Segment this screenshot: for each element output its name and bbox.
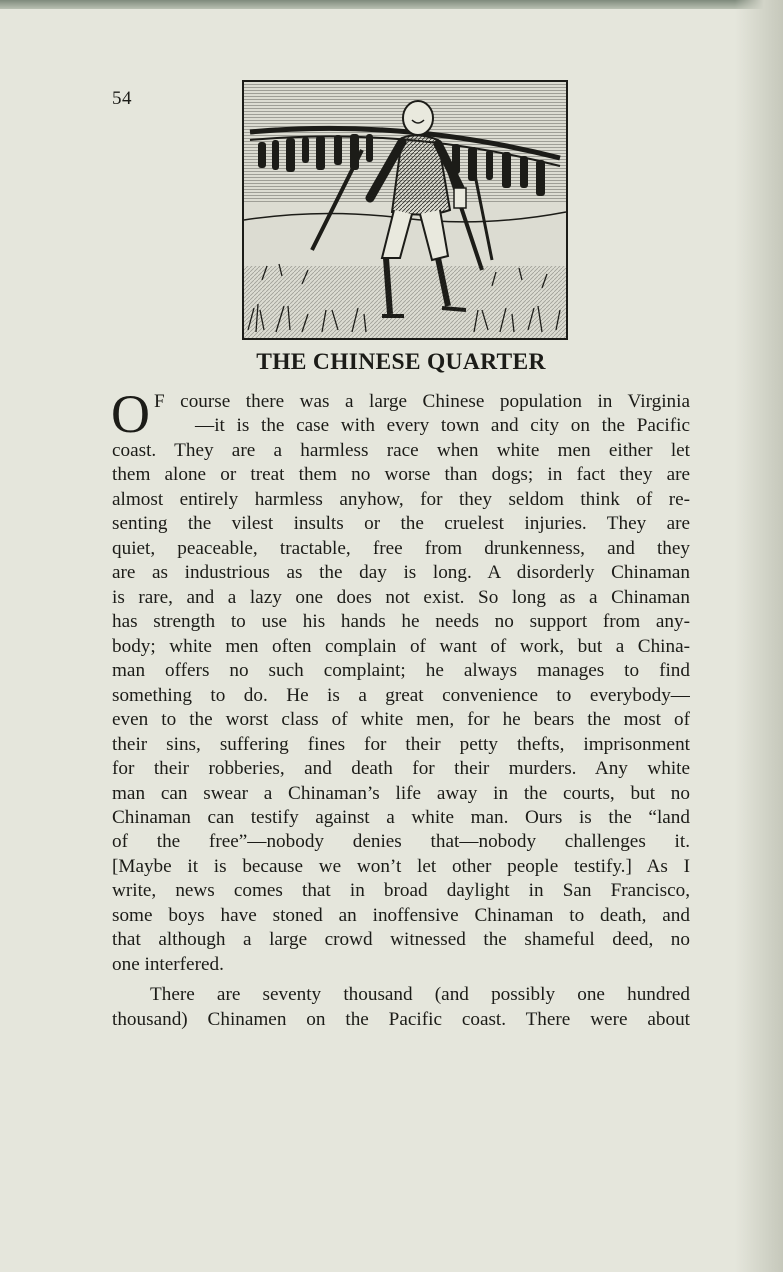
chapter-title: THE CHINESE QUARTER — [256, 349, 546, 375]
page-top-edge — [0, 0, 783, 9]
text-line: some boys have stoned an inoffensive Chinaman to death, and — [112, 904, 690, 926]
text-line: man offers no such complaint; he always manages to find — [112, 660, 690, 682]
text-line: F course there was a large Chinese population in Virginia — [154, 391, 690, 412]
page-number: 54 — [112, 88, 132, 109]
text-line: that although a large crowd witnessed the shameful deed, no — [112, 929, 690, 951]
page-gutter-shadow — [735, 0, 783, 1272]
text-line: There are seventy thousand (and possibly one hundred — [150, 984, 690, 1006]
drop-cap: O — [111, 384, 150, 444]
text-line: Chinaman can testify against a white man. Ours is the “land — [112, 806, 690, 828]
text-line: man can swear a Chinaman’s life away in the courts, but no — [112, 782, 690, 804]
text-line: almost entirely harmless anyhow, for they seldom think of re- — [112, 488, 690, 510]
text-line: has strength to use his hands he needs no support from any- — [112, 611, 690, 633]
text-line: them alone or treat them no worse than dogs; in fact they are — [112, 464, 690, 486]
text-line: —it is the case with every town and city on the Pacific — [195, 415, 690, 437]
text-line: senting the vilest insults or the cruelest injuries. They are — [112, 513, 690, 535]
text-line: their sins, suffering fines for their petty thefts, imprisonment — [112, 733, 690, 755]
text-line: coast. They are a harmless race when white men either let — [112, 439, 690, 461]
text-line: of the free”—nobody denies that—nobody challenges it. — [112, 831, 690, 853]
text-line: something to do. He is a great convenience to everybody— — [112, 684, 690, 706]
text-line: one interfered. — [112, 953, 224, 975]
text-line: is rare, and a lazy one does not exist. So long as a Chinaman — [112, 586, 690, 608]
text-line: body; white men often complain of want of work, but a China- — [112, 635, 690, 657]
text-line: for their robberies, and death for their murders. Any white — [112, 758, 690, 780]
text-line: quiet, peaceable, tractable, free from drunkenness, and they — [112, 537, 690, 559]
chinese-man-engraving — [242, 80, 568, 340]
text-line: write, news comes that in broad daylight in San Francisco, — [112, 880, 690, 902]
text-line: thousand) Chinamen on the Pacific coast. There were about — [112, 1008, 690, 1030]
body-text — [111, 384, 690, 1032]
text-line: even to the worst class of white men, for he bears the most of — [112, 709, 690, 731]
text-line: are as industrious as the day is long. A disorderly Chinaman — [112, 562, 690, 584]
text-line: [Maybe it is because we won’t let other people testify.] As I — [112, 855, 690, 877]
